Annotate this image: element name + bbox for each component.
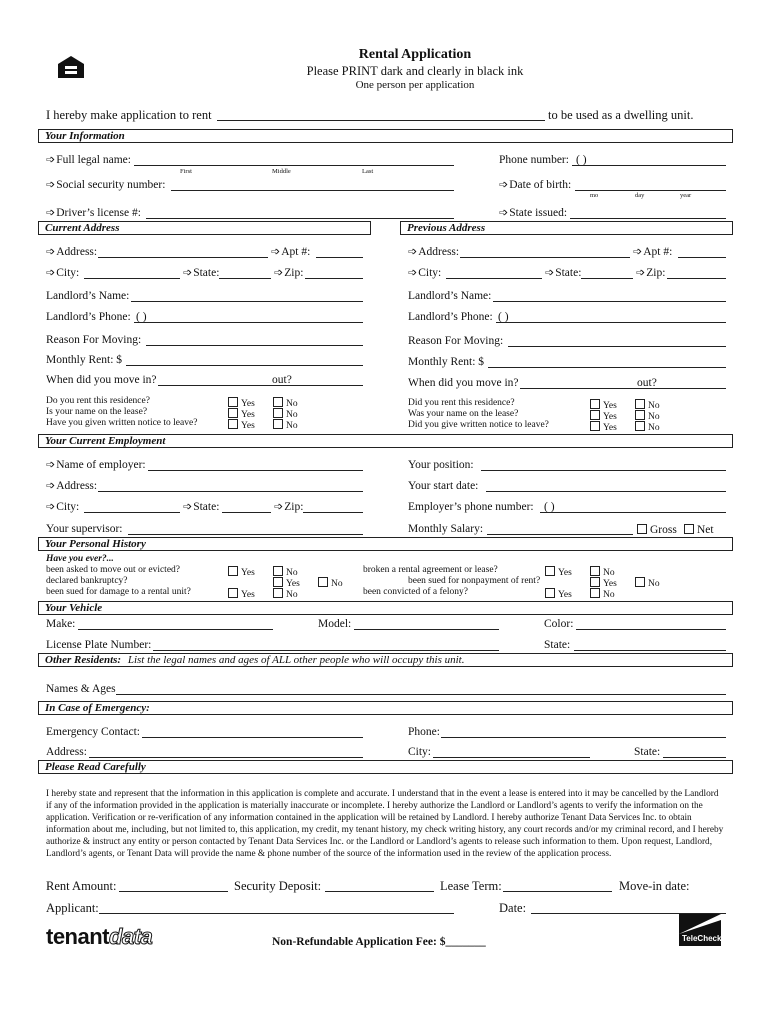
section-employment: Your Current Employment <box>38 434 733 448</box>
mo-caption: mo <box>590 192 599 199</box>
state-issued-field[interactable] <box>570 218 726 219</box>
salary-label: Monthly Salary: <box>408 523 484 535</box>
checkbox[interactable] <box>637 524 647 534</box>
day-caption: day <box>635 192 645 199</box>
rent-property-field[interactable] <box>217 120 545 121</box>
tenant-data-logo: tenantdata <box>46 924 153 949</box>
prev-reason-label: Reason For Moving: <box>408 335 504 347</box>
prev-landlord-name-label: Landlord’s Name: <box>408 290 492 302</box>
history-q3-no[interactable]: No <box>273 588 298 601</box>
history-q5-yes[interactable]: Yes <box>590 577 617 590</box>
position-label: Your position: <box>408 459 474 471</box>
history-q3-yes[interactable]: Yes <box>228 588 255 601</box>
history-q6-no[interactable]: No <box>590 588 615 601</box>
emergency-city-label: City: <box>408 746 432 758</box>
names-ages-label: Names & Ages <box>46 683 116 695</box>
checkbox[interactable] <box>228 588 238 598</box>
cur-reason-field[interactable] <box>146 345 363 346</box>
page-note: One person per application <box>355 79 475 91</box>
checkbox[interactable] <box>273 566 283 576</box>
cur-zip-field[interactable] <box>305 278 363 279</box>
intro-suffix: to be used as a dwelling unit. <box>548 108 694 122</box>
net-option[interactable]: Net <box>684 524 714 537</box>
application-fee: Non-Refundable Application Fee: $_______ <box>272 936 486 948</box>
prev-apt-label: ➩ Apt #: <box>633 247 672 259</box>
checkbox[interactable] <box>273 408 283 418</box>
history-q1-no[interactable]: No <box>273 566 298 579</box>
applicant-label: Applicant: <box>46 901 99 915</box>
plate-field[interactable] <box>153 650 499 651</box>
supervisor-label: Your supervisor: <box>46 523 123 535</box>
history-q4-no[interactable]: No <box>590 566 615 579</box>
make-label: Make: <box>46 618 76 630</box>
cur-address-field[interactable] <box>98 257 268 258</box>
emp-city-field[interactable] <box>84 512 180 513</box>
emp-zip-label: ➩ Zip: <box>274 502 303 514</box>
cur-q2: Is your name on the lease? <box>46 407 148 417</box>
history-q5-no[interactable]: No <box>635 577 660 590</box>
cur-landlord-phone-field[interactable] <box>134 322 363 323</box>
cur-move-in-label: When did you move in? <box>46 374 157 386</box>
lease-term-field[interactable] <box>503 891 612 892</box>
phone-paren: ( ) <box>576 154 587 166</box>
names-ages-field[interactable] <box>116 694 726 695</box>
middle-caption: Middle <box>272 168 291 175</box>
checkbox[interactable] <box>273 419 283 429</box>
prev-reason-field[interactable] <box>508 346 726 347</box>
emp-address-label: ➩ Address: <box>46 481 97 493</box>
cur-landlord-paren: ( ) <box>136 311 147 323</box>
prev-landlord-name-field[interactable] <box>493 301 726 302</box>
prev-q3-yes[interactable]: Yes <box>590 421 617 434</box>
section-history: Your Personal History <box>38 537 733 551</box>
prev-landlord-phone-field[interactable] <box>496 322 726 323</box>
prev-q3: Did you give written notice to leave? <box>408 420 549 430</box>
history-q4: broken a rental agreement or lease? <box>363 565 498 575</box>
intro-prefix: I hereby make application to rent <box>46 108 212 122</box>
emp-address-field[interactable] <box>98 491 363 492</box>
cur-landlord-name-label: Landlord’s Name: <box>46 290 130 302</box>
checkbox[interactable] <box>635 410 645 420</box>
phone-label: Phone number: <box>499 154 569 166</box>
license-label: ➩ Driver’s license #: <box>46 208 141 220</box>
model-field[interactable] <box>354 629 499 630</box>
checkbox[interactable] <box>545 566 555 576</box>
plate-label: License Plate Number: <box>46 639 152 651</box>
cur-q1-no[interactable]: No <box>273 397 298 410</box>
cur-q2-yes[interactable]: Yes <box>228 408 255 421</box>
ssn-field[interactable] <box>171 190 454 191</box>
cur-q3-yes[interactable]: Yes <box>228 419 255 432</box>
cur-q1: Do you rent this residence? <box>46 396 150 406</box>
history-q1-yes[interactable]: Yes <box>228 566 255 579</box>
checkbox[interactable] <box>635 399 645 409</box>
history-q1: been asked to move out or evicted? <box>46 565 181 575</box>
checkbox[interactable] <box>273 577 283 587</box>
checkbox[interactable] <box>228 566 238 576</box>
cur-q3-no[interactable]: No <box>273 419 298 432</box>
prev-zip-label: ➩ Zip: <box>636 268 665 280</box>
cur-city-label: ➩ City: <box>46 268 79 280</box>
cur-apt-field[interactable] <box>316 257 363 258</box>
prev-address-field[interactable] <box>460 257 630 258</box>
checkbox[interactable] <box>273 397 283 407</box>
checkbox[interactable] <box>590 566 600 576</box>
checkbox[interactable] <box>228 419 238 429</box>
vehicle-state-label: State: <box>544 639 571 651</box>
emp-phone-label: Employer’s phone number: <box>408 501 534 513</box>
checkbox[interactable] <box>228 397 238 407</box>
emergency-contact-label: Emergency Contact: <box>46 726 140 738</box>
prev-q1-no[interactable]: No <box>635 399 660 412</box>
license-field[interactable] <box>146 218 454 219</box>
prev-move-in-label: When did you move in? <box>408 377 519 389</box>
telecheck-logo: TeleCheck <box>679 914 721 946</box>
color-label: Color: <box>544 618 574 630</box>
checkbox[interactable] <box>545 588 555 598</box>
cur-zip-label: ➩ Zip: <box>274 268 303 280</box>
vehicle-state-field[interactable] <box>574 650 726 651</box>
move-in-date-label: Move-in date: <box>619 879 690 893</box>
emergency-city-field[interactable] <box>433 757 590 758</box>
cur-landlord-phone-label: Landlord’s Phone: <box>46 311 131 323</box>
emp-state-label: ➩ State: <box>183 502 219 514</box>
emergency-phone-field[interactable] <box>441 737 726 738</box>
history-q4-yes[interactable]: Yes <box>545 566 572 579</box>
cur-state-field[interactable] <box>219 278 271 279</box>
rent-amount-label: Rent Amount: <box>46 879 117 893</box>
prev-address-label: ➩ Address: <box>408 247 459 259</box>
cur-apt-label: ➩ Apt #: <box>271 247 310 259</box>
deposit-field[interactable] <box>325 891 434 892</box>
cur-address-label: ➩ Address: <box>46 247 97 259</box>
cur-q1-yes[interactable]: Yes <box>228 397 255 410</box>
history-q6-yes[interactable]: Yes <box>545 588 572 601</box>
last-caption: Last <box>362 168 374 175</box>
checkbox[interactable] <box>590 410 600 420</box>
emp-state-field[interactable] <box>222 512 271 513</box>
prev-q3-no[interactable]: No <box>635 421 660 434</box>
cur-q2-no[interactable]: No <box>273 408 298 421</box>
start-date-field[interactable] <box>486 491 726 492</box>
salary-field[interactable] <box>487 534 633 535</box>
prev-rent-field[interactable] <box>488 367 726 368</box>
gross-option[interactable]: Gross <box>637 524 677 537</box>
emergency-contact-field[interactable] <box>142 737 363 738</box>
history-q3: been sued for damage to a rental unit? <box>46 587 191 597</box>
checkbox[interactable] <box>635 421 645 431</box>
prev-move-in-field[interactable] <box>520 388 726 389</box>
dob-label: ➩ Date of birth: <box>499 180 571 192</box>
prev-q2-no[interactable]: No <box>635 410 660 423</box>
cur-q3: Have you given written notice to leave? <box>46 418 198 428</box>
prev-q2-yes[interactable]: Yes <box>590 410 617 423</box>
prev-q1: Did you rent this residence? <box>408 398 515 408</box>
checkbox[interactable] <box>590 577 600 587</box>
history-q5: been sued for nonpayment of rent? <box>408 576 541 586</box>
date-label: Date: <box>499 901 527 915</box>
cur-rent-field[interactable] <box>126 365 363 366</box>
prev-landlord-paren: ( ) <box>498 311 509 323</box>
cur-move-in-field[interactable] <box>158 385 363 386</box>
prev-q1-yes[interactable]: Yes <box>590 399 617 412</box>
state-issued-label: ➩ State issued: <box>499 208 567 220</box>
full-name-field[interactable] <box>134 165 454 166</box>
section-your-information: Your Information <box>38 129 733 143</box>
checkbox[interactable] <box>590 421 600 431</box>
checkbox[interactable] <box>590 588 600 598</box>
start-date-label: Your start date: <box>408 480 479 492</box>
make-field[interactable] <box>78 629 273 630</box>
year-caption: year <box>680 192 692 199</box>
prev-apt-field[interactable] <box>678 257 726 258</box>
position-field[interactable] <box>481 470 726 471</box>
cur-city-field[interactable] <box>84 278 180 279</box>
cur-out-label: out? <box>272 374 292 386</box>
emergency-address-label: Address: <box>46 746 87 758</box>
checkbox[interactable] <box>590 399 600 409</box>
history-q6: been convicted of a felony? <box>363 587 468 597</box>
section-read-carefully: Please Read Carefully <box>38 760 733 774</box>
supervisor-field[interactable] <box>128 534 363 535</box>
section-previous-address: Previous Address <box>400 221 733 235</box>
model-label: Model: <box>318 618 352 630</box>
prev-landlord-phone-label: Landlord’s Phone: <box>408 311 493 323</box>
employer-field[interactable] <box>148 470 363 471</box>
checkbox[interactable] <box>228 408 238 418</box>
prev-q2: Was your name on the lease? <box>408 409 519 419</box>
color-field[interactable] <box>576 629 726 630</box>
applicant-field[interactable] <box>99 913 454 914</box>
emp-city-label: ➩ City: <box>46 502 79 514</box>
section-other-residents: Other Residents: List the legal names and ages of ALL other people who will occupy this unit. <box>38 653 733 667</box>
prev-city-field[interactable] <box>446 278 542 279</box>
rent-amount-field[interactable] <box>119 891 228 892</box>
legal-text: I hereby state and represent that the information in this application is complete and accurate. I understand that in the event a lease is entered into it may be cancelled by the Landlord if any of the information provided in the application is materially inaccurate or incomplete. I hereby authorize the Landlord or Landlord’s agents to verify the information on the application. Verification or re-verification of any information contained in the application will be retained by Landlord. I hereby authorize Tenant Data Services Inc. to obtain information about me, including, but not limited to, this application, my credit, my tenant history, my check writing history, any court records and/or my criminal record, and I hereby authorize & instruct any entity or person contacted by Tenant Data Services Inc. or the Landlord or Landlord’s agents to release such information to them. Upon request, Landlord, Landlord’s agents, or Tenant Data will provide the name & phone number of the source of the information used in the review of the application process. <box>46 789 724 859</box>
section-current-address: Current Address <box>38 221 371 235</box>
emp-phone-paren: ( ) <box>544 501 555 513</box>
page-subtitle: Please PRINT dark and clearly in black ink <box>306 64 524 78</box>
cur-reason-label: Reason For Moving: <box>46 334 142 346</box>
ssn-label: ➩ Social security number: <box>46 180 165 192</box>
lease-term-label: Lease Term: <box>440 879 502 893</box>
cur-state-label: ➩ State: <box>183 268 219 280</box>
dob-field[interactable] <box>575 190 726 191</box>
history-q2-no[interactable]: No <box>318 577 343 590</box>
prev-state-label: ➩ State: <box>545 268 581 280</box>
prev-rent-label: Monthly Rent: $ <box>408 356 485 368</box>
emergency-phone-label: Phone: <box>408 726 440 738</box>
emergency-state-field[interactable] <box>663 757 726 758</box>
emp-phone-field[interactable] <box>540 512 726 513</box>
section-vehicle: Your Vehicle <box>38 601 733 615</box>
full-name-label: ➩ Full legal name: <box>46 155 131 167</box>
prev-city-label: ➩ City: <box>408 268 441 280</box>
checkbox[interactable] <box>318 577 328 587</box>
first-caption: First <box>180 168 192 175</box>
deposit-label: Security Deposit: <box>234 879 322 893</box>
checkbox[interactable] <box>635 577 645 587</box>
emergency-address-field[interactable] <box>89 757 363 758</box>
history-ever: Have you ever?... <box>46 554 114 564</box>
page-title: Rental Application <box>358 47 472 62</box>
phone-field[interactable] <box>572 165 726 166</box>
checkbox[interactable] <box>684 524 694 534</box>
history-q2-yes[interactable]: Yes <box>273 577 300 590</box>
cur-rent-label: Monthly Rent: $ <box>46 354 123 366</box>
checkbox[interactable] <box>273 588 283 598</box>
emp-zip-field[interactable] <box>303 512 363 513</box>
employer-label: ➩ Name of employer: <box>46 460 146 472</box>
prev-state-field[interactable] <box>581 278 633 279</box>
prev-zip-field[interactable] <box>667 278 726 279</box>
history-q2: declared bankruptcy? <box>46 576 128 586</box>
emergency-state-label: State: <box>634 746 661 758</box>
telecheck-icon <box>679 914 721 934</box>
section-emergency: In Case of Emergency: <box>38 701 733 715</box>
prev-out-label: out? <box>637 377 657 389</box>
cur-landlord-name-field[interactable] <box>131 301 363 302</box>
